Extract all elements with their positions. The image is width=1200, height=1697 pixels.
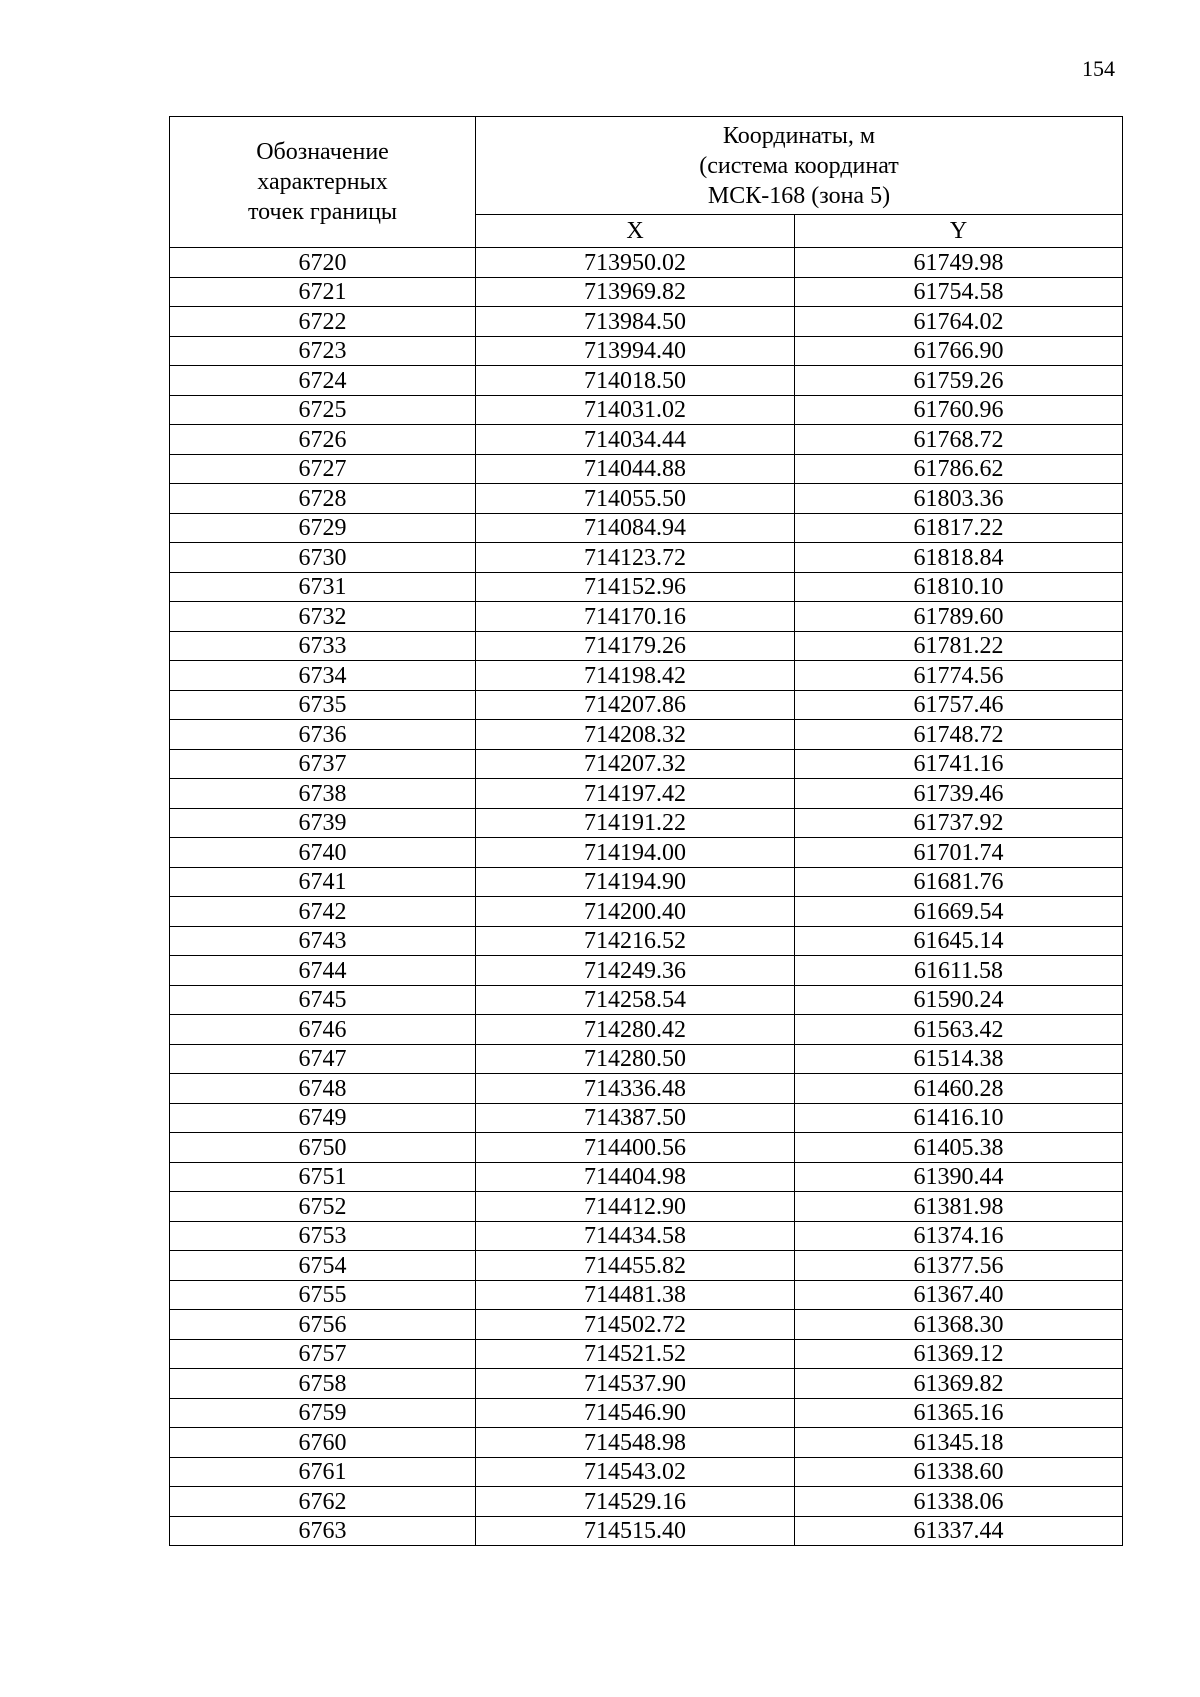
cell-y: 61774.56: [795, 661, 1123, 691]
table-row: [170, 779, 1123, 809]
cell-point: 6731: [170, 572, 476, 602]
cell-point: 6757: [170, 1339, 476, 1369]
cell-y: 61563.42: [795, 1015, 1123, 1045]
table-row: [170, 513, 1123, 543]
cell-point: 6753: [170, 1221, 476, 1251]
cell-point: 6725: [170, 395, 476, 425]
cell-x: 714387.50: [476, 1103, 795, 1133]
cell-x: 714055.50: [476, 484, 795, 514]
table-row: [170, 690, 1123, 720]
cell-point: 6749: [170, 1103, 476, 1133]
table-row: [170, 1280, 1123, 1310]
cell-point: 6724: [170, 366, 476, 396]
cell-y: 61590.24: [795, 985, 1123, 1015]
cell-x: 714404.98: [476, 1162, 795, 1192]
cell-x: 714249.36: [476, 956, 795, 986]
cell-y: 61368.30: [795, 1310, 1123, 1340]
cell-point: 6732: [170, 602, 476, 632]
table-row: [170, 985, 1123, 1015]
cell-x: 714543.02: [476, 1457, 795, 1487]
cell-point: 6760: [170, 1428, 476, 1458]
cell-x: 714216.52: [476, 926, 795, 956]
cell-x: 714336.48: [476, 1074, 795, 1104]
table-row: [170, 926, 1123, 956]
table-row: [170, 1044, 1123, 1074]
cell-y: 61768.72: [795, 425, 1123, 455]
table-row: [170, 484, 1123, 514]
cell-x: 714400.56: [476, 1133, 795, 1163]
table-row: [170, 631, 1123, 661]
cell-point: 6742: [170, 897, 476, 927]
cell-x: 714455.82: [476, 1251, 795, 1281]
cell-point: 6744: [170, 956, 476, 986]
cell-point: 6761: [170, 1457, 476, 1487]
cell-point: 6763: [170, 1516, 476, 1546]
cell-y: 61405.38: [795, 1133, 1123, 1163]
cell-x: 714191.22: [476, 808, 795, 838]
cell-point: 6743: [170, 926, 476, 956]
table-row: [170, 395, 1123, 425]
cell-y: 61514.38: [795, 1044, 1123, 1074]
cell-y: 61803.36: [795, 484, 1123, 514]
cell-x: 714194.00: [476, 838, 795, 868]
table-row: [170, 543, 1123, 573]
cell-x: 714123.72: [476, 543, 795, 573]
cell-point: 6735: [170, 690, 476, 720]
cell-point: 6723: [170, 336, 476, 366]
cell-x: 713984.50: [476, 307, 795, 337]
cell-y: 61337.44: [795, 1516, 1123, 1546]
cell-x: 713969.82: [476, 277, 795, 307]
cell-x: 713994.40: [476, 336, 795, 366]
table-row: [170, 336, 1123, 366]
cell-y: 61818.84: [795, 543, 1123, 573]
cell-y: 61377.56: [795, 1251, 1123, 1281]
cell-x: 714084.94: [476, 513, 795, 543]
header-point-designation: Обозначение характерных точек границы: [170, 117, 476, 248]
cell-x: 714434.58: [476, 1221, 795, 1251]
cell-x: 713950.02: [476, 248, 795, 278]
table-row: [170, 1398, 1123, 1428]
cell-y: 61365.16: [795, 1398, 1123, 1428]
table-row: [170, 277, 1123, 307]
cell-x: 714194.90: [476, 867, 795, 897]
table-row: [170, 1310, 1123, 1340]
cell-point: 6756: [170, 1310, 476, 1340]
cell-x: 714280.50: [476, 1044, 795, 1074]
cell-y: 61645.14: [795, 926, 1123, 956]
table-row: [170, 661, 1123, 691]
cell-x: 714208.32: [476, 720, 795, 750]
cell-y: 61757.46: [795, 690, 1123, 720]
cell-x: 714198.42: [476, 661, 795, 691]
table-row: [170, 749, 1123, 779]
table-row: [170, 1339, 1123, 1369]
table-row: [170, 897, 1123, 927]
cell-x: 714031.02: [476, 395, 795, 425]
cell-point: 6736: [170, 720, 476, 750]
table-row: [170, 956, 1123, 986]
cell-point: 6746: [170, 1015, 476, 1045]
cell-point: 6726: [170, 425, 476, 455]
cell-y: 61369.82: [795, 1369, 1123, 1399]
table-row: [170, 1428, 1123, 1458]
table-row: [170, 1074, 1123, 1104]
cell-y: 61754.58: [795, 277, 1123, 307]
cell-x: 714200.40: [476, 897, 795, 927]
cell-y: 61766.90: [795, 336, 1123, 366]
cell-y: 61760.96: [795, 395, 1123, 425]
cell-point: 6738: [170, 779, 476, 809]
cell-y: 61416.10: [795, 1103, 1123, 1133]
cell-y: 61460.28: [795, 1074, 1123, 1104]
cell-y: 61786.62: [795, 454, 1123, 484]
cell-point: 6751: [170, 1162, 476, 1192]
cell-x: 714044.88: [476, 454, 795, 484]
table-header: [170, 117, 1123, 248]
cell-x: 714280.42: [476, 1015, 795, 1045]
cell-y: 61338.60: [795, 1457, 1123, 1487]
cell-y: 61764.02: [795, 307, 1123, 337]
cell-point: 6730: [170, 543, 476, 573]
cell-y: 61611.58: [795, 956, 1123, 986]
cell-point: 6747: [170, 1044, 476, 1074]
header-x: X: [476, 215, 795, 248]
cell-point: 6728: [170, 484, 476, 514]
cell-point: 6727: [170, 454, 476, 484]
table-row: [170, 307, 1123, 337]
cell-point: 6729: [170, 513, 476, 543]
cell-y: 61345.18: [795, 1428, 1123, 1458]
table-row: [170, 720, 1123, 750]
cell-y: 61381.98: [795, 1192, 1123, 1222]
cell-y: 61737.92: [795, 808, 1123, 838]
cell-x: 714529.16: [476, 1487, 795, 1517]
cell-x: 714548.98: [476, 1428, 795, 1458]
cell-point: 6737: [170, 749, 476, 779]
cell-y: 61741.16: [795, 749, 1123, 779]
table-row: [170, 1192, 1123, 1222]
cell-point: 6750: [170, 1133, 476, 1163]
table-row: [170, 454, 1123, 484]
cell-x: 714179.26: [476, 631, 795, 661]
table-row: [170, 1251, 1123, 1281]
cell-x: 714170.16: [476, 602, 795, 632]
coordinates-table: [169, 116, 1123, 1546]
cell-point: 6733: [170, 631, 476, 661]
table-row: [170, 572, 1123, 602]
cell-y: 61789.60: [795, 602, 1123, 632]
table-row: [170, 1221, 1123, 1251]
cell-point: 6722: [170, 307, 476, 337]
table-row: [170, 248, 1123, 278]
cell-x: 714152.96: [476, 572, 795, 602]
table-row: [170, 838, 1123, 868]
cell-point: 6740: [170, 838, 476, 868]
cell-point: 6748: [170, 1074, 476, 1104]
cell-y: 61367.40: [795, 1280, 1123, 1310]
cell-x: 714034.44: [476, 425, 795, 455]
cell-y: 61810.10: [795, 572, 1123, 602]
table-row: [170, 1457, 1123, 1487]
cell-point: 6755: [170, 1280, 476, 1310]
cell-y: 61369.12: [795, 1339, 1123, 1369]
cell-x: 714018.50: [476, 366, 795, 396]
cell-y: 61669.54: [795, 897, 1123, 927]
table-row: [170, 1015, 1123, 1045]
cell-y: 61681.76: [795, 867, 1123, 897]
cell-y: 61739.46: [795, 779, 1123, 809]
cell-x: 714258.54: [476, 985, 795, 1015]
page-number: 154: [1082, 56, 1115, 81]
cell-point: 6762: [170, 1487, 476, 1517]
cell-point: 6752: [170, 1192, 476, 1222]
cell-x: 714546.90: [476, 1398, 795, 1428]
cell-y: 61749.98: [795, 248, 1123, 278]
table-body: [170, 248, 1123, 1546]
cell-point: 6720: [170, 248, 476, 278]
header-coordinates: Координаты, м (система координат МСК-168 (зона 5): [476, 117, 1123, 215]
cell-x: 714207.32: [476, 749, 795, 779]
cell-y: 61781.22: [795, 631, 1123, 661]
cell-x: 714521.52: [476, 1339, 795, 1369]
cell-point: 6721: [170, 277, 476, 307]
header-y: Y: [795, 215, 1123, 248]
cell-point: 6759: [170, 1398, 476, 1428]
cell-x: 714537.90: [476, 1369, 795, 1399]
table-row: [170, 867, 1123, 897]
cell-x: 714515.40: [476, 1516, 795, 1546]
cell-x: 714412.90: [476, 1192, 795, 1222]
table-row: [170, 1133, 1123, 1163]
table-row: [170, 808, 1123, 838]
table-row: [170, 1487, 1123, 1517]
cell-x: 714197.42: [476, 779, 795, 809]
cell-point: 6745: [170, 985, 476, 1015]
table-row: [170, 366, 1123, 396]
table-row: [170, 602, 1123, 632]
cell-x: 714481.38: [476, 1280, 795, 1310]
cell-point: 6754: [170, 1251, 476, 1281]
cell-y: 61759.26: [795, 366, 1123, 396]
cell-y: 61817.22: [795, 513, 1123, 543]
table-row: [170, 1516, 1123, 1546]
table-row: [170, 1103, 1123, 1133]
cell-x: 714207.86: [476, 690, 795, 720]
cell-point: 6758: [170, 1369, 476, 1399]
cell-x: 714502.72: [476, 1310, 795, 1340]
cell-y: 61338.06: [795, 1487, 1123, 1517]
cell-point: 6739: [170, 808, 476, 838]
cell-y: 61748.72: [795, 720, 1123, 750]
table-row: [170, 1369, 1123, 1399]
table-row: [170, 1162, 1123, 1192]
cell-point: 6741: [170, 867, 476, 897]
cell-y: 61701.74: [795, 838, 1123, 868]
cell-y: 61390.44: [795, 1162, 1123, 1192]
table-row: [170, 425, 1123, 455]
cell-y: 61374.16: [795, 1221, 1123, 1251]
cell-point: 6734: [170, 661, 476, 691]
